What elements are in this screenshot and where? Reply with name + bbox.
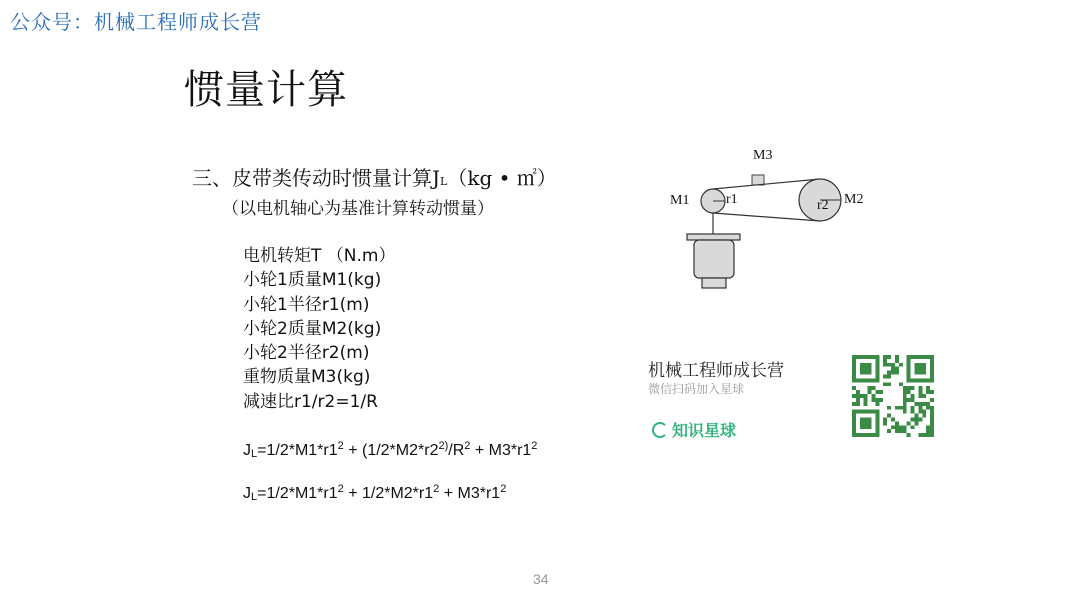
promo-subtitle: 微信扫码加入星球 [648, 382, 745, 396]
motor-flange [687, 234, 740, 240]
page-title: 惯量计算 [184, 67, 348, 113]
formula-term: + M3*r1 [470, 442, 532, 459]
inertia-symbol-sub: L [440, 175, 448, 188]
parameter-item: 小轮1半径r1(m) [243, 294, 370, 315]
section-note: （以电机轴心为基准计算转动惯量） [222, 199, 494, 219]
section-heading [192, 162, 557, 191]
formula-term: =1/2*M1*r1 [257, 442, 338, 459]
page-number: 34 [533, 571, 549, 587]
formula-lhs-sub: L [251, 491, 258, 503]
qr-code-icon[interactable] [852, 355, 934, 437]
inertia-symbol [432, 166, 447, 190]
formula-lhs: J [243, 442, 251, 459]
belt-drive-diagram [660, 142, 890, 294]
formula-term: /R [448, 442, 465, 459]
formula-exponent: 2 [531, 440, 538, 452]
formula-exponent: 2 [337, 483, 344, 495]
formula-lhs-sub: L [251, 448, 258, 460]
formula-full [243, 440, 537, 460]
parameter-list [243, 244, 395, 414]
label-r1: r1 [726, 192, 738, 207]
section-unit: （kg • ㎡） [447, 166, 557, 190]
formula-exponent: 2 [464, 440, 471, 452]
label-m2: M2 [844, 192, 864, 207]
formula-term: + 1/2*M2*r1 [343, 485, 434, 502]
formula-exponent: 2) [438, 440, 449, 452]
watermark-text: 公众号：机械工程师成长营 [10, 10, 262, 34]
formula-lhs: J [243, 485, 251, 502]
parameter-item: 电机转矩T （N.m） [243, 246, 396, 266]
promo-title: 机械工程师成长营 [648, 361, 784, 381]
parameter-item: 小轮1质量M1(kg) [243, 270, 382, 291]
formula-term: + (1/2*M2*r2 [343, 442, 439, 459]
formula-exponent: 2 [500, 483, 507, 495]
section-heading-text: 三、皮带类传动时惯量计算 [192, 166, 432, 190]
parameter-item: 小轮2质量M2(kg) [243, 318, 382, 339]
formula-exponent: 2 [337, 440, 344, 452]
formula-simplified [243, 483, 506, 503]
promo-brand [652, 418, 736, 441]
inertia-symbol-main: J [432, 166, 441, 190]
motor-body [694, 240, 734, 278]
planet-logo-icon [652, 422, 668, 438]
parameter-item: 重物质量M3(kg) [243, 367, 371, 388]
weight-m3-block [752, 175, 764, 185]
formula-term: =1/2*M1*r1 [257, 485, 338, 502]
label-m1: M1 [670, 193, 690, 208]
motor-base [702, 278, 726, 288]
parameter-item: 小轮2半径r2(m) [243, 343, 370, 364]
parameter-item: 减速比r1/r2=1/R [243, 391, 378, 412]
label-r2: r2 [817, 198, 829, 213]
promo-brand-label: 知识星球 [672, 421, 737, 440]
label-m3: M3 [753, 148, 773, 163]
formula-term: + M3*r1 [439, 485, 501, 502]
formula-exponent: 2 [433, 483, 440, 495]
